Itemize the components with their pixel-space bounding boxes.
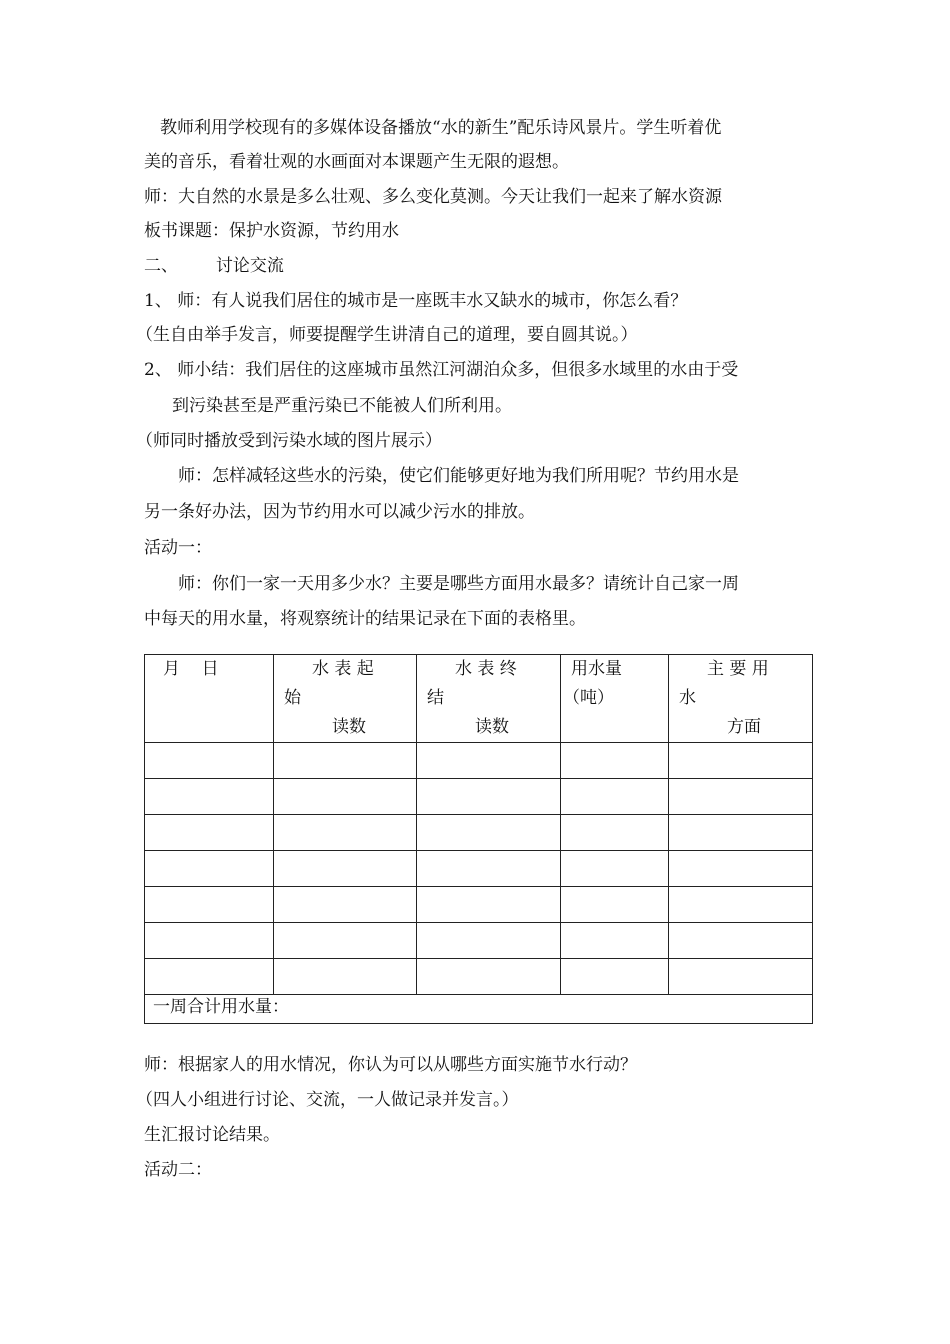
table-row xyxy=(145,743,813,779)
table-cell[interactable] xyxy=(669,887,813,923)
board-title-line: 板书课题：保护水资源，节约用水 xyxy=(144,221,399,241)
table-cell[interactable] xyxy=(561,779,669,815)
table-cell[interactable] xyxy=(417,851,561,887)
table-cell[interactable] xyxy=(274,743,417,779)
teacher-question-line-2: 中每天的用水量，将观察统计的结果记录在下面的表格里。 xyxy=(144,609,586,629)
table-cell[interactable] xyxy=(669,815,813,851)
table-row xyxy=(145,959,813,995)
teacher-action-question: 师：根据家人的用水情况，你认为可以从哪些方面实施节水行动？ xyxy=(144,1055,637,1075)
table-cell[interactable] xyxy=(669,779,813,815)
table-cell[interactable] xyxy=(669,743,813,779)
table-cell[interactable] xyxy=(561,887,669,923)
header-date: 月 日 xyxy=(145,655,274,743)
table-cell[interactable] xyxy=(561,959,669,995)
table-cell[interactable] xyxy=(561,851,669,887)
header-start-reading: 水 表 起 始 读数 xyxy=(274,655,417,743)
intro-line-2: 美的音乐，看着壮观的水画面对本课题产生无限的遐想。 xyxy=(144,152,569,172)
table-cell[interactable] xyxy=(417,815,561,851)
table-cell[interactable] xyxy=(669,923,813,959)
table-cell[interactable] xyxy=(145,887,274,923)
teacher-question-line-1: 师：你们一家一天用多少水？主要是哪些方面用水最多？请统计自己家一周 xyxy=(178,574,739,594)
water-usage-table xyxy=(144,654,813,1024)
intro-line-1: 教师利用学校现有的多媒体设备播放“水的新生”配乐诗风景片。学生听着优 xyxy=(160,118,722,138)
table-row xyxy=(145,923,813,959)
table-row xyxy=(145,815,813,851)
weekly-total-cell[interactable]: 一周合计用水量： xyxy=(145,995,813,1024)
table-cell[interactable] xyxy=(274,779,417,815)
activity-1-heading: 活动一： xyxy=(144,538,212,558)
header-main-use: 主 要 用 水 方面 xyxy=(669,655,813,743)
table-cell[interactable] xyxy=(669,959,813,995)
group-discussion-note: （四人小组进行讨论、交流，一人做记录并发言。） xyxy=(136,1090,519,1110)
table-cell[interactable] xyxy=(274,959,417,995)
teacher-pollution-line-1: 师：怎样减轻这些水的污染，使它们能够更好地为我们所用呢？节约用水是 xyxy=(178,466,739,486)
table-row xyxy=(145,887,813,923)
student-report-line: 生汇报讨论结果。 xyxy=(144,1125,280,1145)
item-1-note: （生自由举手发言，师要提醒学生讲清自己的道理，要自圆其说。） xyxy=(136,325,638,345)
table-cell[interactable] xyxy=(145,743,274,779)
table-cell[interactable] xyxy=(417,959,561,995)
table-row xyxy=(145,779,813,815)
teacher-nature-line: 师：大自然的水景是多么壮观、多么变化莫测。今天让我们一起来了解水资源 xyxy=(144,187,722,207)
section-heading: 二、 讨论交流 xyxy=(144,256,284,276)
table-cell[interactable] xyxy=(274,815,417,851)
item-2-note: （师同时播放受到污染水域的图片展示） xyxy=(136,431,442,451)
table-cell[interactable] xyxy=(417,887,561,923)
item-2-line-1: 2、 师小结：我们居住的这座城市虽然江河湖泊众多，但很多水域里的水由于受 xyxy=(144,360,739,380)
table-cell[interactable] xyxy=(274,851,417,887)
teacher-pollution-line-2: 另一条好办法，因为节约用水可以减少污水的排放。 xyxy=(144,502,535,522)
table-cell[interactable] xyxy=(417,743,561,779)
table-row xyxy=(145,851,813,887)
table-cell[interactable] xyxy=(561,743,669,779)
item-1: 1、 师：有人说我们居住的城市是一座既丰水又缺水的城市，你怎么看？ xyxy=(144,291,688,311)
table-cell[interactable] xyxy=(145,851,274,887)
table-total-row xyxy=(145,995,813,1024)
item-2-line-2: 到污染甚至是严重污染已不能被人们所利用。 xyxy=(172,396,512,416)
table-header-row xyxy=(145,655,813,743)
table-cell[interactable] xyxy=(274,923,417,959)
header-end-reading: 水 表 终 结 读数 xyxy=(417,655,561,743)
table-cell[interactable] xyxy=(417,923,561,959)
table-cell[interactable] xyxy=(145,815,274,851)
activity-2-heading: 活动二： xyxy=(144,1160,212,1180)
table-cell[interactable] xyxy=(145,959,274,995)
table-cell[interactable] xyxy=(561,923,669,959)
table-cell[interactable] xyxy=(669,851,813,887)
header-usage: 用水量 （吨） xyxy=(561,655,669,743)
table-cell[interactable] xyxy=(561,815,669,851)
table-cell[interactable] xyxy=(417,779,561,815)
table-cell[interactable] xyxy=(274,887,417,923)
table-cell[interactable] xyxy=(145,779,274,815)
table-cell[interactable] xyxy=(145,923,274,959)
